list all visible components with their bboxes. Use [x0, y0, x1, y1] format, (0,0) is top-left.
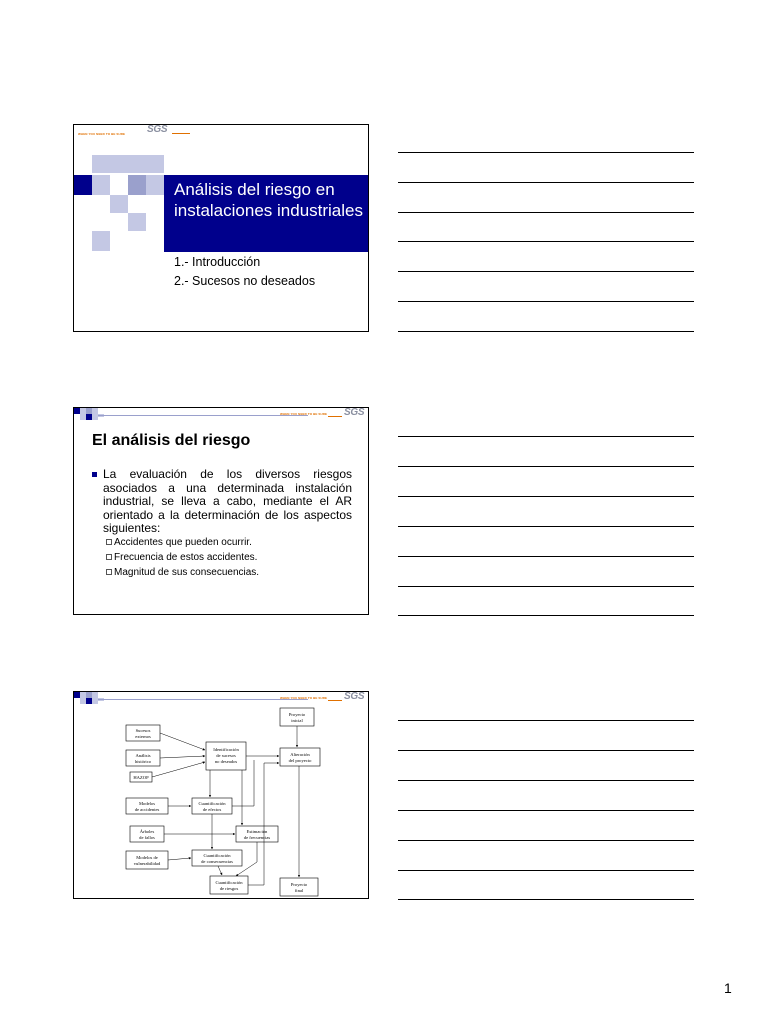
node-label: Alteración [290, 752, 310, 757]
checkbox-icon [106, 569, 112, 575]
logo-underline [172, 133, 190, 134]
deco-square [92, 175, 110, 195]
note-line [398, 212, 694, 213]
node-label: inicial [291, 718, 303, 723]
checkbox-icon [106, 554, 112, 560]
slide1-title: Análisis del riesgo en instalaciones industriales [174, 180, 363, 220]
slide2-paragraph: La evaluación de los diversos riesgos asociados a una determinada instalación industrial, se lleva a cabo, mediante el AR orientado a la determinación de los aspectos siguientes: [103, 467, 352, 535]
slide-2 [73, 407, 369, 615]
sgs-logo: SGS [147, 124, 168, 135]
sgs-logo: SGS [344, 691, 365, 702]
node-label: del proyecto [288, 758, 312, 763]
node-alteracion [280, 748, 320, 766]
node-label: externos [135, 734, 151, 739]
note-line [398, 750, 694, 751]
node-label: Análisis [135, 753, 151, 758]
node-label: Proyecto [290, 882, 308, 887]
note-line [398, 182, 694, 183]
header-rule [98, 415, 308, 416]
node-label: de riesgos [219, 886, 239, 891]
note-line [398, 556, 694, 557]
note-line [398, 840, 694, 841]
node-modelos-vulnerabilidad [126, 851, 168, 869]
node-label: de fallos [139, 835, 155, 840]
node-label: Árboles [139, 829, 155, 834]
sgs-logo: SGS [344, 407, 365, 418]
note-line [398, 899, 694, 900]
note-line [398, 780, 694, 781]
deco-square [92, 231, 110, 251]
slide2-subitem [106, 552, 257, 563]
node-label: histórico [134, 759, 152, 764]
note-line [398, 152, 694, 153]
deco-square [74, 175, 92, 195]
node-proyecto-inicial [280, 708, 314, 726]
note-line [398, 615, 694, 616]
note-line [398, 870, 694, 871]
logo-underline [328, 416, 342, 417]
deco-square [110, 195, 128, 213]
node-cuant-riesgos [210, 876, 248, 894]
node-label: de accidentes [134, 807, 160, 812]
node-label: Cuantificación [198, 801, 226, 806]
note-line [398, 586, 694, 587]
node-label: de efectos [202, 807, 222, 812]
slide-3 [73, 691, 369, 899]
brand-tagline: WHEN YOU NEED TO BE SURE [280, 412, 328, 416]
slide2-title: El análisis del riesgo [92, 432, 251, 449]
note-line [398, 720, 694, 721]
deco-square [146, 175, 164, 195]
slide1-item: 2.- Sucesos no deseados [174, 274, 316, 288]
node-label: Cuantificación [215, 880, 243, 885]
node-label: final [294, 888, 304, 893]
slide-1 [73, 124, 369, 332]
node-label: Modelos de [136, 855, 158, 860]
node-label: de consecuencias [201, 859, 233, 864]
slide2-subitem [106, 567, 259, 578]
slide1-item: 1.- Introducción [174, 255, 261, 269]
node-label: Modelos [138, 801, 156, 806]
deco-square [146, 155, 164, 173]
note-line [398, 810, 694, 811]
note-line [398, 466, 694, 467]
node-label: Proyecto [288, 712, 306, 717]
node-label: de sucesos [216, 753, 236, 758]
note-line [398, 301, 694, 302]
note-line [398, 496, 694, 497]
node-label: de frecuencias [243, 835, 271, 840]
page-number: 1 [724, 980, 732, 996]
node-label: Estimación [246, 829, 268, 834]
deco-square [128, 155, 146, 173]
risk-analysis-flowchart [74, 692, 369, 899]
node-proyecto-final [280, 878, 318, 896]
subitem-text: Magnitud de sus consecuencias. [114, 567, 260, 578]
note-line [398, 271, 694, 272]
brand-tagline: WHEN YOU NEED TO BE SURE [280, 696, 328, 700]
brand-tagline: WHEN YOU NEED TO BE SURE [78, 132, 126, 136]
node-label: vulnerabilidad [133, 861, 161, 866]
node-label: Cuantificación [203, 853, 231, 858]
slide2-subitem [106, 537, 252, 548]
node-label: Sucesos [135, 728, 151, 733]
deco-square [128, 213, 146, 231]
deco-square [110, 155, 128, 173]
deco-square [92, 155, 110, 173]
note-line [398, 331, 694, 332]
note-line [398, 526, 694, 527]
node-label: HAZOP [133, 775, 149, 780]
node-label: Identificación [213, 747, 239, 752]
note-line [398, 436, 694, 437]
checkbox-icon [106, 539, 112, 545]
node-label: no deseados [214, 759, 238, 764]
deco-square [128, 175, 146, 195]
note-line [398, 241, 694, 242]
bullet-square [92, 472, 97, 477]
subitem-text: Accidentes que pueden ocurrir. [114, 537, 252, 548]
subitem-text: Frecuencia de estos accidentes. [114, 552, 258, 563]
